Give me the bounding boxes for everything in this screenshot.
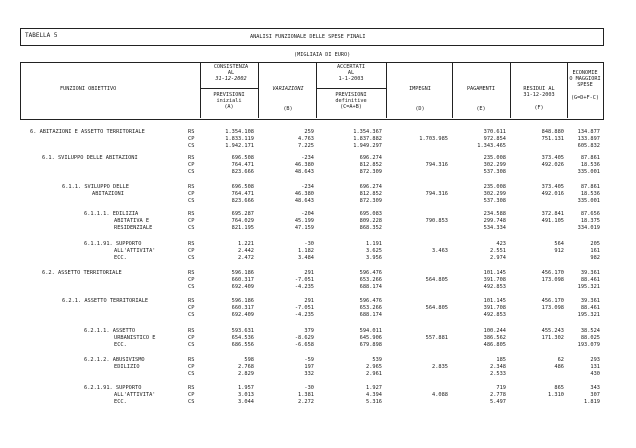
cell-a: 596.186 xyxy=(231,298,254,304)
cell-e: 234.588 xyxy=(483,211,506,217)
cell-a: 696.508 xyxy=(231,184,254,190)
cell-e: 1.343.465 xyxy=(477,143,506,149)
cell-e: 2.778 xyxy=(490,392,506,398)
cell-b: 291 xyxy=(304,298,314,304)
cell-a: 660.317 xyxy=(231,305,254,311)
table-label: TABELLA 5 xyxy=(25,32,58,39)
cell-g: 134.877 xyxy=(577,129,600,135)
row-label: ECC. xyxy=(114,342,127,348)
col-residui: RESIDUI AL 31-12-2003 (F) xyxy=(523,86,555,111)
row-label: 6.1.1.91. SUPPORTO xyxy=(84,241,142,247)
cell-a: 2.829 xyxy=(238,371,254,377)
col-accertati: ACCERTATI AL 1-1-2003 xyxy=(336,64,366,82)
cell-b: 291 xyxy=(304,270,314,276)
col-divider xyxy=(386,62,387,118)
row-type: CP xyxy=(188,335,195,341)
table-title: ANALISI FUNZIONALE DELLE SPESE FINALI xyxy=(250,34,366,40)
col-previsioni-definitive: PREVISIONI definitive (C=A+B) xyxy=(335,92,367,110)
cell-a: 764.029 xyxy=(231,218,254,224)
cell-e: 2.348 xyxy=(490,364,506,370)
row-type: CP xyxy=(188,136,195,142)
row-type: RS xyxy=(188,184,195,190)
cell-b: 2.272 xyxy=(298,399,314,405)
cell-a: 692.409 xyxy=(231,284,254,290)
cell-e: 391.708 xyxy=(483,305,506,311)
row-label: 6.2.1. ASSETTO TERRITORIALE xyxy=(62,298,149,304)
cell-g: 335.001 xyxy=(577,169,600,175)
col-divider xyxy=(452,62,453,118)
cell-a: 3.044 xyxy=(238,399,254,405)
cell-a: 1.354.108 xyxy=(225,129,254,135)
cell-g: 195.321 xyxy=(577,312,600,318)
cell-a: 695.287 xyxy=(231,211,254,217)
row-label: 6. ABITAZIONI E ASSETTO TERRITORIALE xyxy=(30,129,145,135)
table-subtitle: (MIGLIAIA DI EURO) xyxy=(294,52,351,58)
cell-d: 794.316 xyxy=(425,162,448,168)
cell-d: 564.805 xyxy=(425,277,448,283)
cell-b: -204 xyxy=(301,211,314,217)
row-label: 6.2.1.1. ASSETTO xyxy=(84,328,136,334)
cell-f: 865 xyxy=(554,385,564,391)
cell-c: 653.266 xyxy=(359,305,382,311)
cell-b: -59 xyxy=(304,357,314,363)
cell-c: 1.354.367 xyxy=(353,129,382,135)
cell-a: 2.442 xyxy=(238,248,254,254)
row-type: CS xyxy=(188,284,195,290)
cell-f: 171.302 xyxy=(541,335,564,341)
row-type: CP xyxy=(188,277,195,283)
cell-c: 1.927 xyxy=(366,385,382,391)
cell-a: 764.471 xyxy=(231,162,254,168)
cell-c: 645.906 xyxy=(359,335,382,341)
cell-g: 193.079 xyxy=(577,342,600,348)
cell-d: 2.835 xyxy=(432,364,448,370)
cell-g: 205 xyxy=(590,241,600,247)
cell-a: 2.768 xyxy=(238,364,254,370)
row-label: 6.1.1.1. EDILIZIA xyxy=(84,211,139,217)
row-type: CP xyxy=(188,162,195,168)
cell-g: 133.897 xyxy=(577,136,600,142)
cell-g: 343 xyxy=(590,385,600,391)
cell-a: 593.631 xyxy=(231,328,254,334)
cell-g: 293 xyxy=(590,357,600,363)
cell-f: 492.016 xyxy=(541,191,564,197)
cell-e: 719 xyxy=(496,385,506,391)
cell-e: 185 xyxy=(496,357,506,363)
cell-a: 1.833.119 xyxy=(225,136,254,142)
row-type: CS xyxy=(188,312,195,318)
row-type: CP xyxy=(188,392,195,398)
cell-e: 537.308 xyxy=(483,169,506,175)
cell-f: 486 xyxy=(554,364,564,370)
cell-f: 455.243 xyxy=(541,328,564,334)
cell-e: 302.299 xyxy=(483,191,506,197)
cell-f: 62 xyxy=(557,357,564,363)
col-consistenza: CONSISTENZA AL 31-12-2002 xyxy=(213,64,249,82)
cell-d: 794.316 xyxy=(425,191,448,197)
cell-c: 596.476 xyxy=(359,298,382,304)
cell-e: 972.854 xyxy=(483,136,506,142)
row-label: ECC. xyxy=(114,255,127,261)
cell-b: -7.051 xyxy=(294,277,314,283)
cell-c: 688.174 xyxy=(359,312,382,318)
cell-c: 653.266 xyxy=(359,277,382,283)
cell-f: 848.880 xyxy=(541,129,564,135)
cell-c: 2.965 xyxy=(366,364,382,370)
cell-e: 302.299 xyxy=(483,162,506,168)
cell-g: 307 xyxy=(590,392,600,398)
cell-divider xyxy=(316,88,386,89)
cell-f: 173.098 xyxy=(541,277,564,283)
cell-g: 18.375 xyxy=(580,218,600,224)
cell-divider xyxy=(200,88,258,89)
cell-c: 695.083 xyxy=(359,211,382,217)
cell-e: 2.533 xyxy=(490,371,506,377)
cell-e: 486.805 xyxy=(483,342,506,348)
row-type: RS xyxy=(188,385,195,391)
col-variazioni: VARIAZIONI (B) xyxy=(272,86,304,112)
col-divider xyxy=(316,62,317,118)
cell-e: 235.008 xyxy=(483,155,506,161)
cell-g: 38.524 xyxy=(580,328,600,334)
row-type: CP xyxy=(188,248,195,254)
cell-b: 1.182 xyxy=(298,248,314,254)
row-label: 6.1.1. SVILUPPO DELLE xyxy=(62,184,129,190)
cell-b: -6.658 xyxy=(294,342,314,348)
cell-b: 3.484 xyxy=(298,255,314,261)
cell-e: 386.562 xyxy=(483,335,506,341)
row-type: CS xyxy=(188,169,195,175)
cell-e: 537.308 xyxy=(483,198,506,204)
cell-g: 161 xyxy=(590,248,600,254)
cell-g: 605.832 xyxy=(577,143,600,149)
cell-e: 492.853 xyxy=(483,312,506,318)
cell-a: 1.957 xyxy=(238,385,254,391)
cell-g: 1.819 xyxy=(584,399,600,405)
cell-b: 48.643 xyxy=(294,169,314,175)
cell-a: 692.409 xyxy=(231,312,254,318)
cell-a: 823.666 xyxy=(231,169,254,175)
row-type: RS xyxy=(188,328,195,334)
cell-e: 299.748 xyxy=(483,218,506,224)
cell-e: 5.497 xyxy=(490,399,506,405)
cell-b: 4.763 xyxy=(298,136,314,142)
cell-g: 87.861 xyxy=(580,184,600,190)
cell-b: -30 xyxy=(304,241,314,247)
cell-f: 912 xyxy=(554,248,564,254)
cell-a: 764.471 xyxy=(231,191,254,197)
cell-g: 430 xyxy=(590,371,600,377)
row-label: ABITAZIONI xyxy=(92,191,124,197)
cell-g: 18.536 xyxy=(580,191,600,197)
cell-b: -4.235 xyxy=(294,284,314,290)
row-type: RS xyxy=(188,270,195,276)
cell-b: 1.381 xyxy=(298,392,314,398)
cell-a: 598 xyxy=(244,357,254,363)
cell-b: -234 xyxy=(301,155,314,161)
cell-g: 335.001 xyxy=(577,198,600,204)
cell-f: 564 xyxy=(554,241,564,247)
row-label: 6.2.1.91. SUPPORTO xyxy=(84,385,142,391)
cell-c: 4.394 xyxy=(366,392,382,398)
cell-g: 87.861 xyxy=(580,155,600,161)
cell-f: 372.841 xyxy=(541,211,564,217)
cell-b: -7.051 xyxy=(294,305,314,311)
cell-g: 18.536 xyxy=(580,162,600,168)
row-type: CS xyxy=(188,225,195,231)
cell-d: 564.805 xyxy=(425,305,448,311)
col-funzioni: FUNZIONI OBIETTIVO xyxy=(60,86,117,92)
col-divider xyxy=(200,62,201,118)
cell-c: 696.274 xyxy=(359,155,382,161)
cell-c: 1.191 xyxy=(366,241,382,247)
row-type: RS xyxy=(188,241,195,247)
cell-a: 654.536 xyxy=(231,335,254,341)
cell-g: 39.361 xyxy=(580,298,600,304)
cell-b: 46.380 xyxy=(294,162,314,168)
row-label: ALL'ATTIVITA' xyxy=(114,248,156,254)
cell-e: 534.334 xyxy=(483,225,506,231)
row-type: CP xyxy=(188,364,195,370)
cell-a: 696.508 xyxy=(231,155,254,161)
cell-f: 456.170 xyxy=(541,270,564,276)
cell-c: 809.228 xyxy=(359,218,382,224)
cell-a: 596.186 xyxy=(231,270,254,276)
row-label: ALL'ATTIVITA' xyxy=(114,392,156,398)
cell-g: 334.019 xyxy=(577,225,600,231)
row-type: CP xyxy=(188,191,195,197)
cell-b: -30 xyxy=(304,385,314,391)
cell-c: 539 xyxy=(372,357,382,363)
cell-c: 679.898 xyxy=(359,342,382,348)
col-economie: ECONOMIE O MAGGIORI SPESE (G=D+F-C) xyxy=(569,70,601,101)
cell-g: 88.461 xyxy=(580,277,600,283)
cell-g: 39.361 xyxy=(580,270,600,276)
cell-a: 1.942.171 xyxy=(225,143,254,149)
row-type: CP xyxy=(188,218,195,224)
cell-f: 373.405 xyxy=(541,184,564,190)
cell-c: 5.316 xyxy=(366,399,382,405)
cell-a: 821.195 xyxy=(231,225,254,231)
cell-d: 790.853 xyxy=(425,218,448,224)
row-type: CS xyxy=(188,255,195,261)
cell-f: 491.105 xyxy=(541,218,564,224)
col-divider xyxy=(258,62,259,118)
cell-c: 872.309 xyxy=(359,169,382,175)
cell-c: 3.956 xyxy=(366,255,382,261)
cell-a: 686.556 xyxy=(231,342,254,348)
cell-a: 2.472 xyxy=(238,255,254,261)
col-previsioni-iniziali: PREVISIONI iniziali (A) xyxy=(213,92,245,110)
cell-b: 48.643 xyxy=(294,198,314,204)
row-type: RS xyxy=(188,298,195,304)
cell-b: 197 xyxy=(304,364,314,370)
cell-a: 3.013 xyxy=(238,392,254,398)
row-label: RESIDENZIALE xyxy=(114,225,153,231)
row-type: RS xyxy=(188,129,195,135)
cell-e: 2.551 xyxy=(490,248,506,254)
cell-e: 423 xyxy=(496,241,506,247)
cell-e: 101.145 xyxy=(483,270,506,276)
cell-b: -4.235 xyxy=(294,312,314,318)
row-label: EDILIZIO xyxy=(114,364,140,370)
cell-c: 596.476 xyxy=(359,270,382,276)
col-pagamenti: PAGAMENTI (E) xyxy=(466,86,496,112)
cell-f: 492.026 xyxy=(541,162,564,168)
cell-c: 696.274 xyxy=(359,184,382,190)
cell-e: 370.611 xyxy=(483,129,506,135)
cell-d: 3.463 xyxy=(432,248,448,254)
cell-b: -234 xyxy=(301,184,314,190)
cell-c: 3.625 xyxy=(366,248,382,254)
cell-b: 7.225 xyxy=(298,143,314,149)
row-type: RS xyxy=(188,211,195,217)
cell-g: 131 xyxy=(590,364,600,370)
cell-d: 1.703.985 xyxy=(419,136,448,142)
cell-e: 391.708 xyxy=(483,277,506,283)
cell-g: 88.025 xyxy=(580,335,600,341)
cell-a: 823.666 xyxy=(231,198,254,204)
cell-f: 751.131 xyxy=(541,136,564,142)
cell-f: 173.098 xyxy=(541,305,564,311)
cell-b: 259 xyxy=(304,129,314,135)
row-label: 6.2.1.2. ABUSIVISMO xyxy=(84,357,145,363)
cell-c: 868.352 xyxy=(359,225,382,231)
cell-e: 492.853 xyxy=(483,284,506,290)
cell-c: 594.011 xyxy=(359,328,382,334)
row-label: URBANISTICO E xyxy=(114,335,156,341)
row-type: RS xyxy=(188,155,195,161)
cell-b: 46.380 xyxy=(294,191,314,197)
cell-b: 45.199 xyxy=(294,218,314,224)
row-type: CS xyxy=(188,399,195,405)
cell-b: -8.629 xyxy=(294,335,314,341)
cell-c: 1.949.297 xyxy=(353,143,382,149)
cell-f: 456.170 xyxy=(541,298,564,304)
cell-d: 557.881 xyxy=(425,335,448,341)
cell-f: 373.405 xyxy=(541,155,564,161)
col-divider xyxy=(510,62,511,118)
row-label: 6.1. SVILUPPO DELLE ABITAZIONI xyxy=(42,155,138,161)
cell-e: 2.974 xyxy=(490,255,506,261)
cell-e: 235.008 xyxy=(483,184,506,190)
row-label: ECC. xyxy=(114,399,127,405)
cell-c: 688.174 xyxy=(359,284,382,290)
cell-c: 872.309 xyxy=(359,198,382,204)
cell-b: 47.159 xyxy=(294,225,314,231)
cell-d: 4.088 xyxy=(432,392,448,398)
row-type: CS xyxy=(188,143,195,149)
cell-g: 195.321 xyxy=(577,284,600,290)
row-type: CS xyxy=(188,342,195,348)
cell-g: 87.656 xyxy=(580,211,600,217)
cell-e: 101.145 xyxy=(483,298,506,304)
row-label: ABITATIVA E xyxy=(114,218,150,224)
cell-f: 1.310 xyxy=(548,392,564,398)
col-impegni: IMPEGNI (D) xyxy=(409,86,431,112)
cell-g: 88.461 xyxy=(580,305,600,311)
cell-a: 1.221 xyxy=(238,241,254,247)
cell-c: 812.852 xyxy=(359,191,382,197)
cell-b: 332 xyxy=(304,371,314,377)
cell-b: 379 xyxy=(304,328,314,334)
cell-g: 982 xyxy=(590,255,600,261)
row-type: CS xyxy=(188,371,195,377)
row-type: CP xyxy=(188,305,195,311)
cell-e: 100.244 xyxy=(483,328,506,334)
row-type: RS xyxy=(188,357,195,363)
row-label: 6.2. ASSETTO TERRITORIALE xyxy=(42,270,122,276)
cell-a: 660.317 xyxy=(231,277,254,283)
cell-c: 2.961 xyxy=(366,371,382,377)
cell-c: 1.837.882 xyxy=(353,136,382,142)
cell-c: 812.852 xyxy=(359,162,382,168)
row-type: CS xyxy=(188,198,195,204)
